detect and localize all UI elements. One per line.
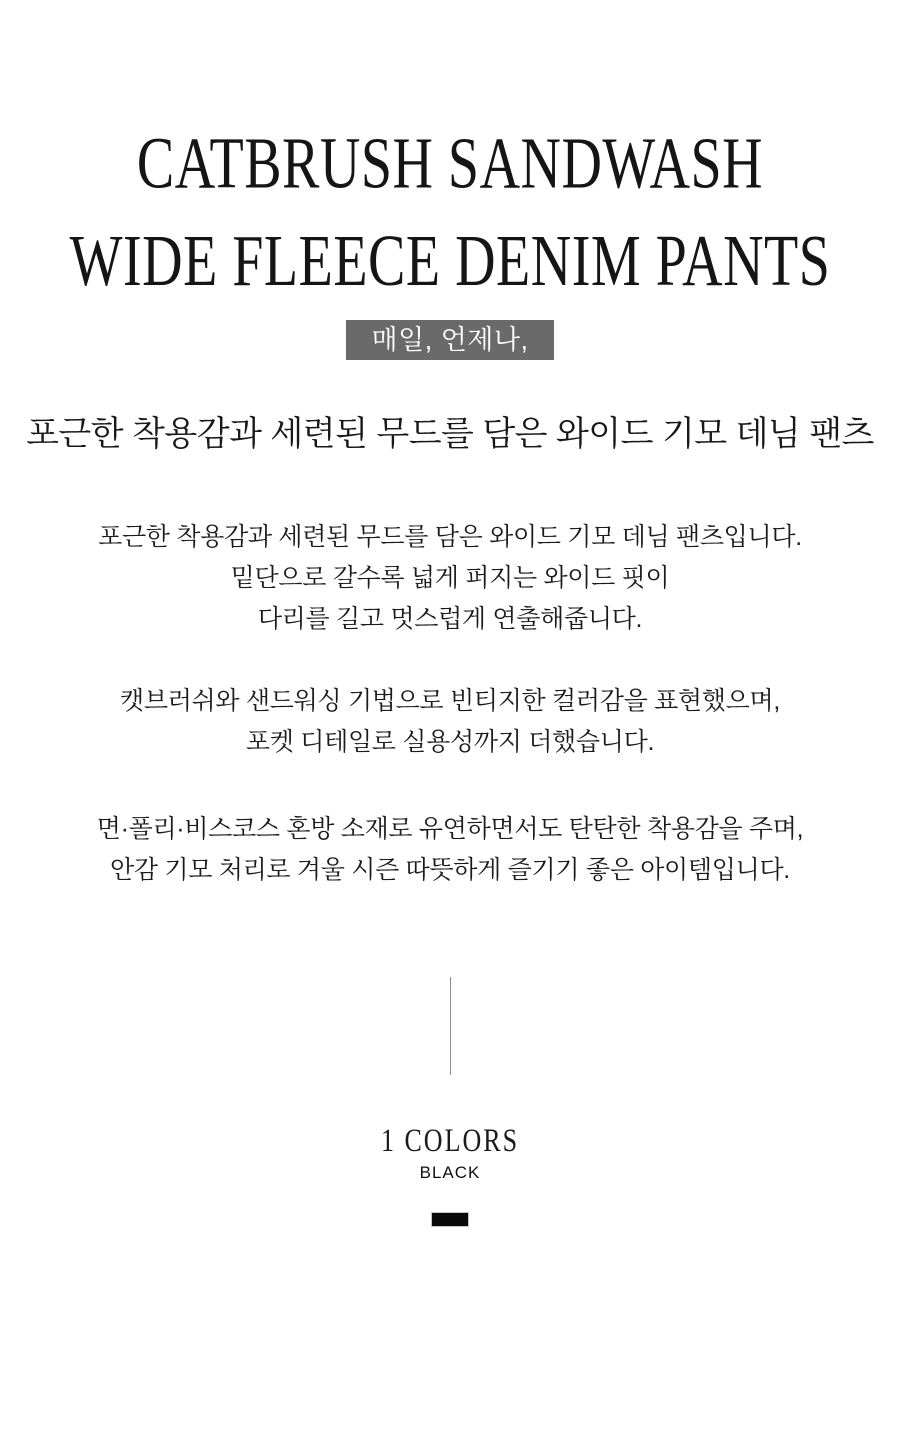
description-line: 포근한 착용감과 세련된 무드를 담은 와이드 기모 데님 팬츠입니다. [98,523,802,551]
description-line: 밑단으로 갈수록 넓게 퍼지는 와이드 핏이 [230,564,670,592]
description-line: 안감 기모 처리로 겨울 시즌 따뜻하게 즐기기 좋은 아이템입니다. [110,856,790,884]
tagline-badge: 매일, 언제나, [346,320,555,360]
vertical-divider [450,977,451,1075]
description-line: 포켓 디테일로 실용성까지 더했습니다. [245,728,655,756]
description-line: 캣브러쉬와 샌드워싱 기법으로 빈티지한 컬러감을 표현했으며, [120,687,780,715]
description-paragraph-3 [0,809,900,891]
description-paragraph-1 [0,517,900,640]
description-paragraph-2 [0,681,900,763]
color-swatch-black [431,1212,469,1227]
product-subtitle: 포근한 착용감과 세련된 무드를 담은 와이드 기모 데님 팬츠 [26,415,874,453]
description-line: 다리를 길고 멋스럽게 연출해줍니다. [257,605,643,633]
tagline-row [0,320,900,360]
description-line: 면·폴리·비스코스 혼방 소재로 유연하면서도 탄탄한 착용감을 주며, [96,815,804,843]
product-title-line1: CATBRUSH SANDWASH [136,123,764,205]
product-title [0,116,900,311]
color-option-name: BLACK [419,1163,481,1182]
colors-heading: 1 COLORS [380,1122,520,1159]
product-title-line2: WIDE FLEECE DENIM PANTS [69,221,831,302]
